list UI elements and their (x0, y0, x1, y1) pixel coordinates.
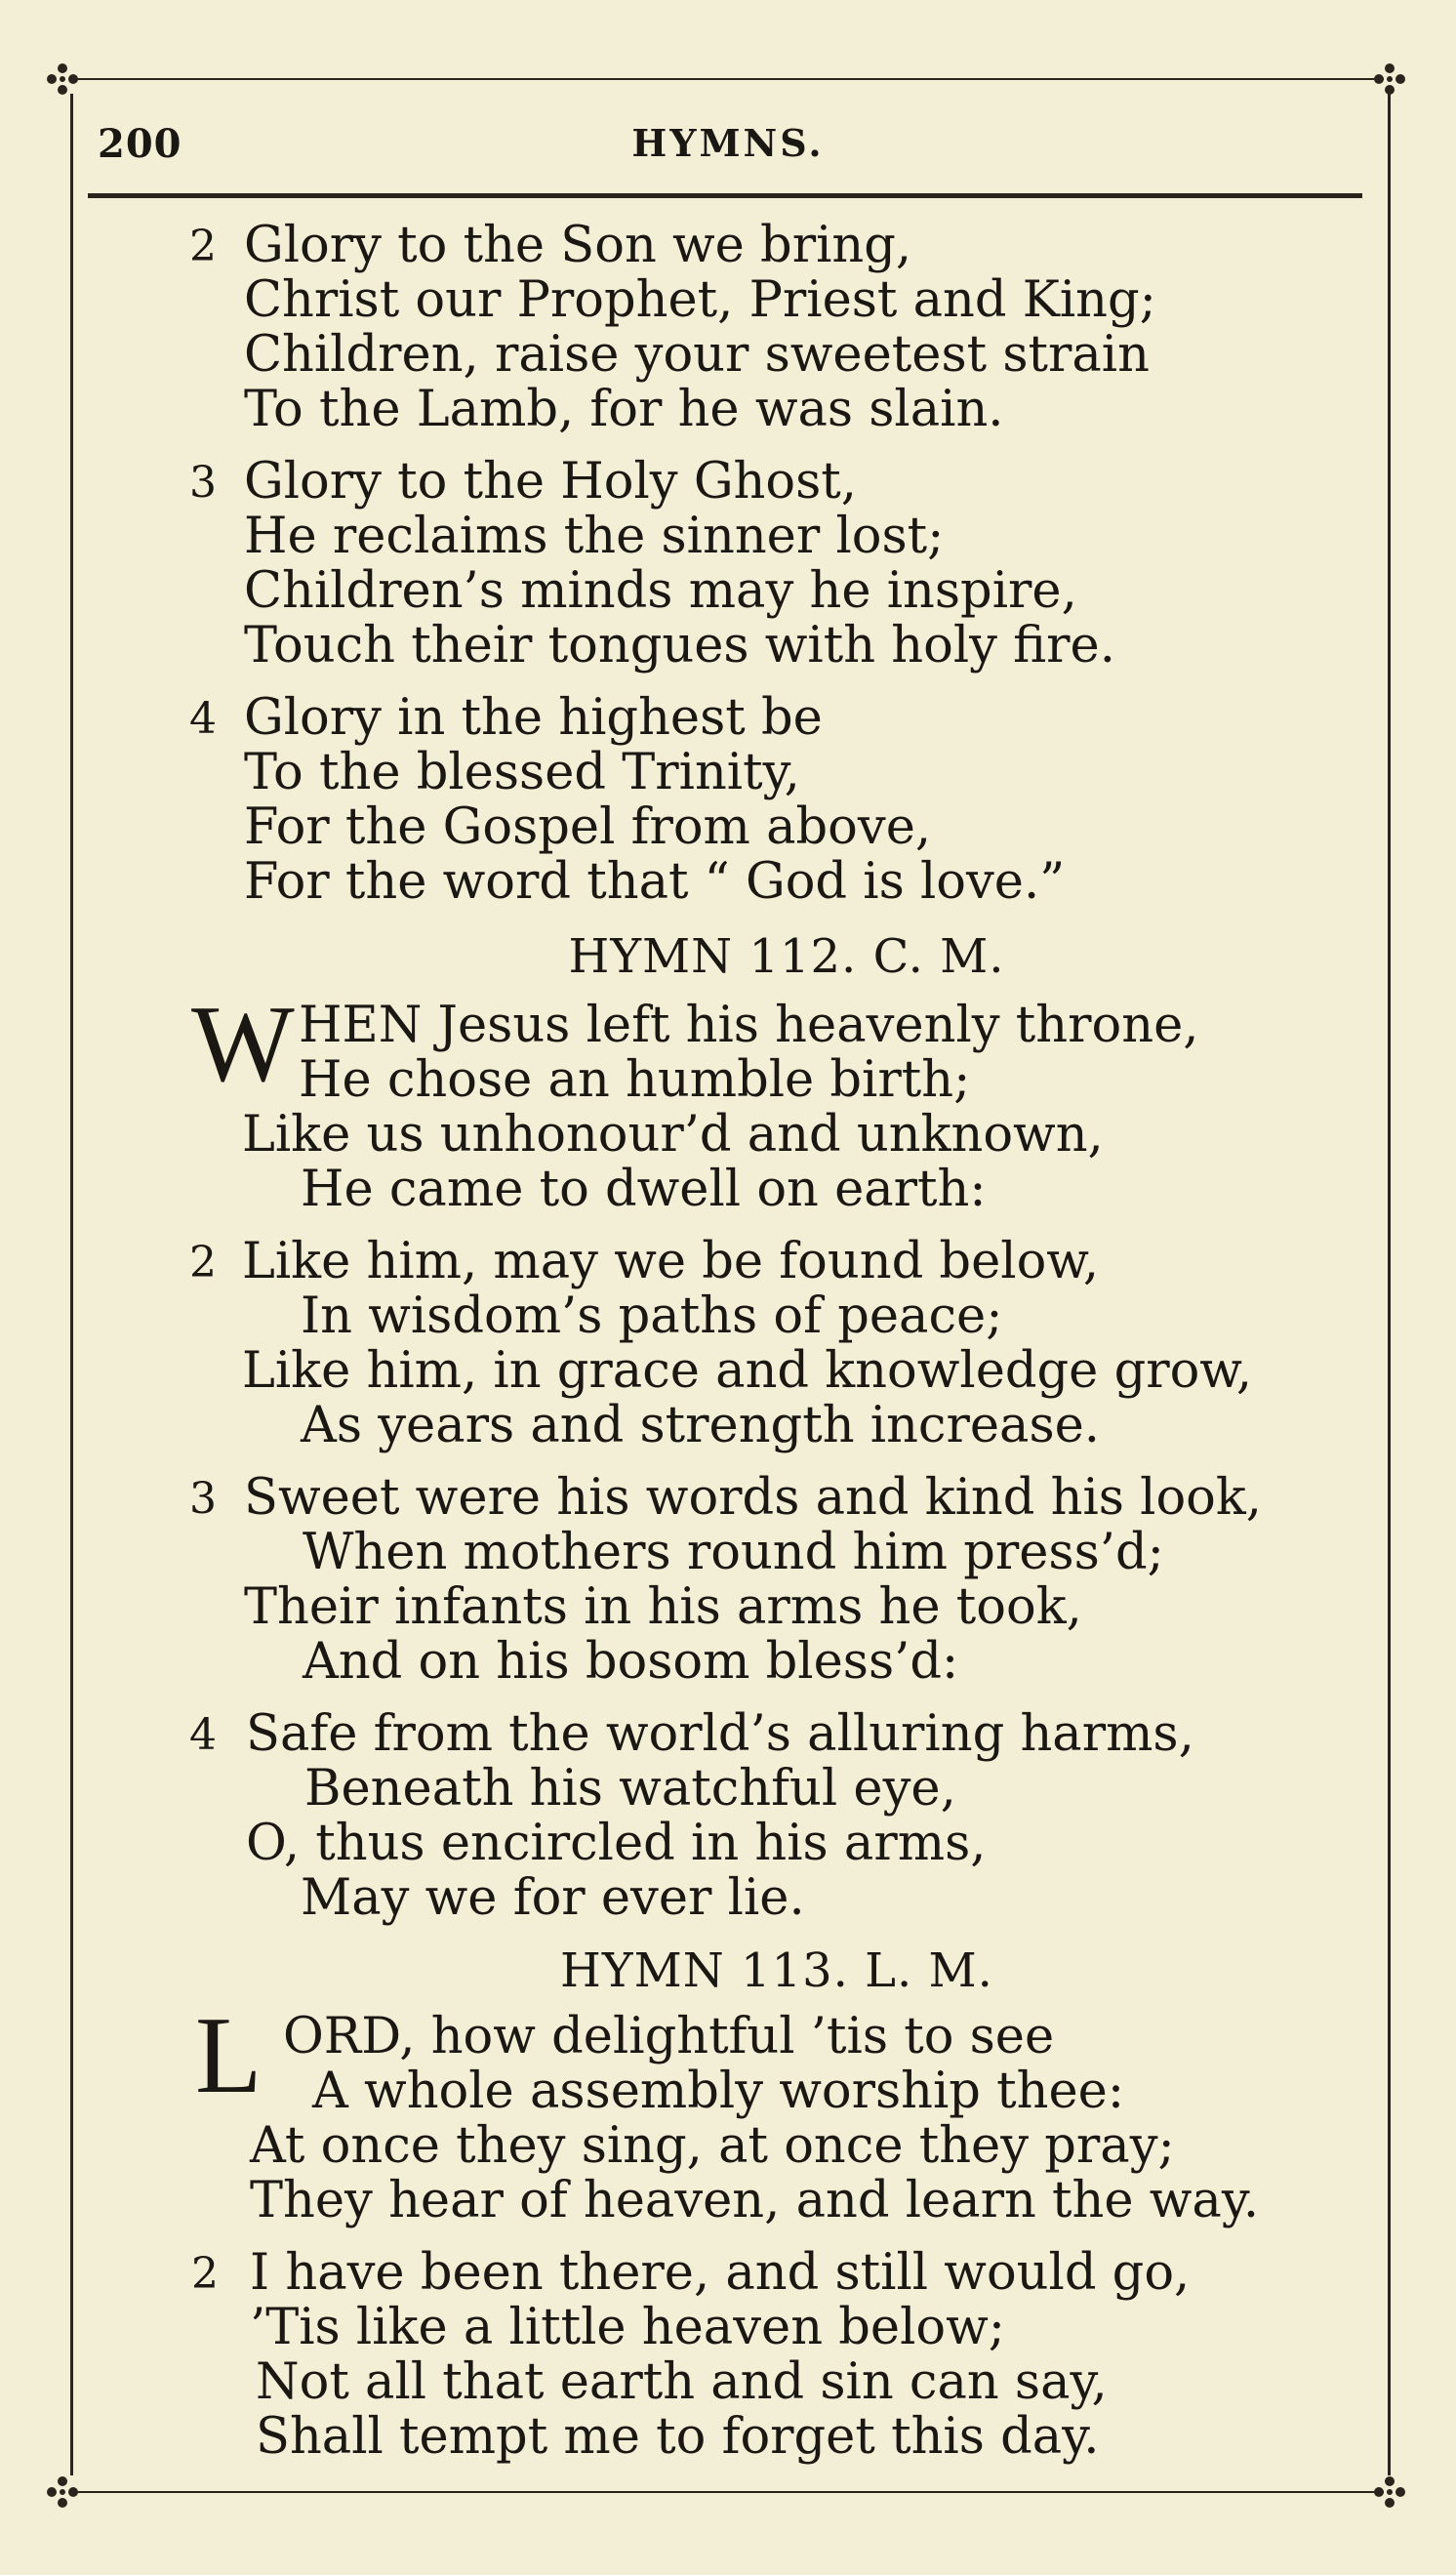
cross-fleuron-icon (1370, 60, 1409, 99)
verse-line: HEN Jesus left his heavenly throne, (299, 997, 1199, 1054)
stanza-number: 2 (191, 2249, 219, 2299)
verse-line: Children, raise your sweetest strain (244, 326, 1150, 384)
verse-line: Safe from the world’s alluring harms, (246, 1705, 1194, 1763)
verse-line: And on his bosom bless’d: (303, 1633, 959, 1691)
verse-line: Like him, in grace and knowledge grow, (242, 1342, 1253, 1400)
verse-line: Not all that earth and sin can say, (256, 2353, 1108, 2411)
top-rule (76, 78, 1384, 80)
drop-cap: L (195, 1995, 263, 2116)
verse-line: Sweet were his words and kind his look, (244, 1469, 1262, 1527)
verse-line: Glory in the highest be (244, 689, 823, 747)
hymn-title: HYMN 112. C. M. (568, 929, 1005, 984)
stanza-number: 3 (189, 458, 217, 508)
cross-fleuron-icon (1370, 2473, 1409, 2512)
verse-line: For the Gospel from above, (244, 798, 932, 856)
verse-line: In wisdom’s paths of peace; (301, 1288, 1003, 1345)
verse-line: He chose an humble birth; (299, 1051, 971, 1109)
verse-line: At once they sing, at once they pray; (250, 2117, 1175, 2175)
stanza-number: 2 (189, 1238, 217, 1288)
verse-line: He came to dwell on earth: (301, 1161, 987, 1218)
verse-line: ORD, how delightful ’tis to see (283, 2008, 1055, 2065)
verse-line: Children’s minds may he inspire, (244, 562, 1077, 620)
stanza-number: 3 (189, 1474, 217, 1524)
verse-line: As years and strength increase. (301, 1397, 1101, 1454)
page-number: 200 (98, 121, 182, 167)
right-rule (1388, 94, 1391, 2475)
verse-line: Shall tempt me to forget this day. (256, 2408, 1100, 2466)
verse-line: To the Lamb, for he was slain. (244, 381, 1004, 438)
verse-line: Glory to the Son we bring, (244, 217, 912, 274)
cross-fleuron-icon (43, 2473, 82, 2512)
verse-line: Like him, may we be found below, (242, 1233, 1100, 1290)
cross-fleuron-icon (43, 60, 82, 99)
verse-line: Christ our Prophet, Priest and King; (244, 271, 1156, 329)
stanza-number: 2 (189, 222, 217, 271)
left-rule (70, 94, 73, 2475)
verse-line: To the blessed Trinity, (244, 744, 800, 801)
verse-line: Like us unhonour’d and unknown, (242, 1106, 1104, 1164)
verse-line: Their infants in his arms he took, (244, 1578, 1082, 1636)
verse-line: May we for ever lie. (301, 1869, 805, 1927)
running-head: HYMNS. (631, 121, 825, 165)
verse-line: I have been there, and still would go, (250, 2244, 1191, 2302)
hymn-title: HYMN 113. L. M. (560, 1943, 993, 1998)
bottom-rule (76, 2491, 1384, 2493)
verse-line: O, thus encircled in his arms, (246, 1815, 987, 1872)
verse-line: A whole assembly worship thee: (312, 2063, 1125, 2120)
verse-line: He reclaims the sinner lost; (244, 508, 945, 565)
header-rule (88, 193, 1362, 198)
verse-line: When mothers round him press’d; (303, 1524, 1164, 1581)
verse-line: For the word that “ God is love.” (244, 853, 1066, 911)
verse-line: Glory to the Holy Ghost, (244, 453, 857, 511)
verse-line: Touch their tongues with holy fire. (244, 617, 1115, 674)
verse-line: ’Tis like a little heaven below; (250, 2299, 1005, 2356)
stanza-number: 4 (189, 694, 217, 744)
stanza-number: 4 (189, 1710, 217, 1760)
verse-line: Beneath his watchful eye, (304, 1760, 956, 1818)
verse-line: They hear of heaven, and learn the way. (250, 2172, 1260, 2229)
drop-cap: W (191, 984, 295, 1105)
